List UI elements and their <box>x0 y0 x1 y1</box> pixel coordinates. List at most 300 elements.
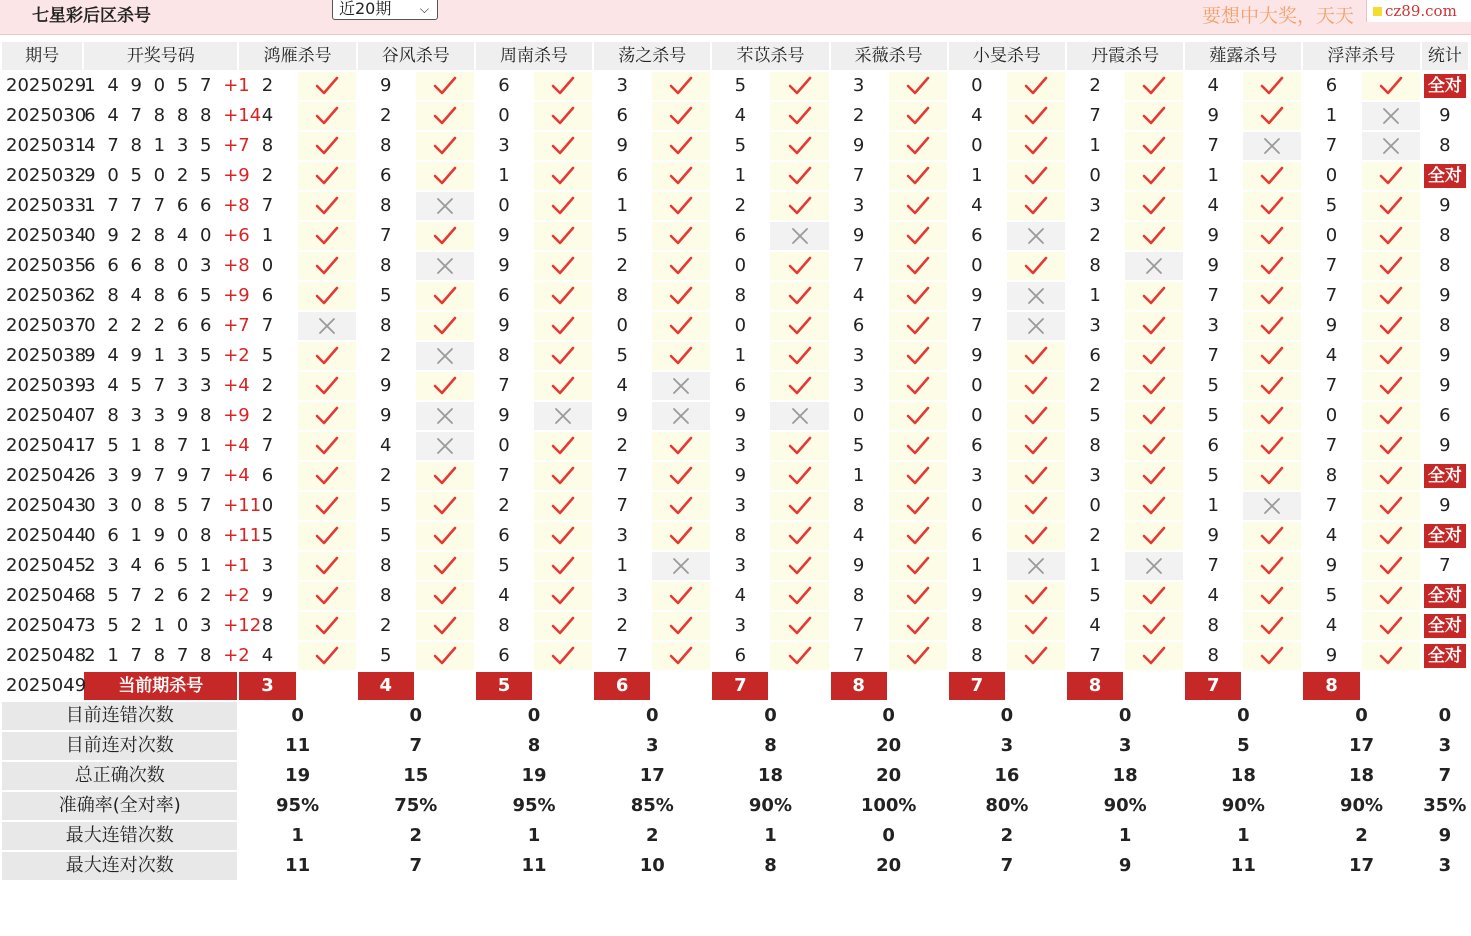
slogan-text: 要想中大奖，天天 <box>1202 5 1355 27</box>
check-icon <box>1242 461 1302 491</box>
check-icon <box>1124 341 1184 371</box>
kill-value-cell: 4 <box>948 191 1006 221</box>
stat-cell <box>1421 161 1469 191</box>
summary-value: 3 <box>1066 731 1184 761</box>
stat-cell: 8 <box>1421 311 1469 341</box>
kill-value-cell: 5 <box>357 491 415 521</box>
column-header: 小旻杀号 <box>948 41 1066 71</box>
kill-value-cell: 6 <box>711 641 769 671</box>
check-icon <box>769 611 829 641</box>
summary-value: 90% <box>711 791 829 821</box>
check-icon <box>1124 581 1184 611</box>
check-icon <box>1124 461 1184 491</box>
kill-value-cell: 1 <box>1066 281 1124 311</box>
kill-value-cell: 5 <box>1302 581 1360 611</box>
stat-cell <box>1421 521 1469 551</box>
check-icon <box>651 431 711 461</box>
issue-number-cell: 2025034 <box>1 221 83 251</box>
issue-number-cell: 2025045 <box>1 551 83 581</box>
special-number: +2 <box>223 345 250 366</box>
table-row <box>1 551 1469 581</box>
check-icon <box>888 161 948 191</box>
summary-value: 20 <box>830 761 948 791</box>
kill-value-cell: 7 <box>475 461 533 491</box>
kill-value-cell: 9 <box>711 461 769 491</box>
draw-numbers: 8 5 7 2 6 2 <box>84 585 224 606</box>
draw-numbers: 6 6 6 8 0 3 <box>84 255 224 276</box>
kill-value-cell: 6 <box>1184 431 1242 461</box>
check-icon <box>533 431 593 461</box>
draw-numbers-cell <box>83 131 250 161</box>
check-icon <box>888 491 948 521</box>
check-icon <box>888 401 948 431</box>
kill-value-cell: 2 <box>357 611 415 641</box>
summary-value: 3 <box>1421 851 1469 881</box>
check-icon <box>415 221 475 251</box>
kill-value-cell: 4 <box>1184 191 1242 221</box>
kill-value-cell: 6 <box>948 521 1006 551</box>
check-icon <box>297 221 357 251</box>
check-icon <box>297 71 357 101</box>
current-kill-number: 5 <box>475 671 533 701</box>
kill-value-cell: 4 <box>830 281 888 311</box>
summary-value: 95% <box>475 791 593 821</box>
kill-value-cell: 7 <box>593 491 651 521</box>
check-icon <box>1361 401 1421 431</box>
site-logo[interactable] <box>1366 0 1471 22</box>
kill-value-cell: 2 <box>1066 371 1124 401</box>
summary-value: 1 <box>1184 821 1302 851</box>
kill-value-cell: 9 <box>1302 641 1360 671</box>
kill-value-cell: 8 <box>1184 641 1242 671</box>
issue-number-cell: 2025036 <box>1 281 83 311</box>
column-header: 期号 <box>1 41 83 71</box>
kill-value-cell: 6 <box>593 161 651 191</box>
check-icon <box>1006 191 1066 221</box>
kill-value-cell: 8 <box>357 551 415 581</box>
stat-cell <box>1421 461 1469 491</box>
draw-numbers: 2 1 7 8 7 8 <box>84 645 224 666</box>
kill-value-cell: 9 <box>1302 311 1360 341</box>
kill-value-cell: 0 <box>948 491 1006 521</box>
draw-numbers: 0 9 2 8 4 0 <box>84 225 224 246</box>
kill-value-cell: 8 <box>711 281 769 311</box>
check-icon <box>1361 281 1421 311</box>
check-icon <box>1242 341 1302 371</box>
kill-value-cell: 7 <box>1066 641 1124 671</box>
kill-value-cell: 1 <box>948 161 1006 191</box>
summary-row <box>1 821 1469 851</box>
stat-cell <box>1421 641 1469 671</box>
kill-value-cell: 4 <box>1066 611 1124 641</box>
all-correct-badge: 全对 <box>1424 464 1466 488</box>
special-number: +4 <box>223 435 250 456</box>
kill-value-cell: 3 <box>475 131 533 161</box>
check-icon <box>1242 431 1302 461</box>
column-header: 开奖号码 <box>83 41 238 71</box>
check-icon <box>888 581 948 611</box>
summary-value: 0 <box>830 701 948 731</box>
kill-value-cell: 0 <box>593 311 651 341</box>
table-row <box>1 371 1469 401</box>
summary-value: 90% <box>1302 791 1420 821</box>
check-icon <box>1006 71 1066 101</box>
check-icon <box>415 641 475 671</box>
summary-row <box>1 731 1469 761</box>
kill-value-cell: 2 <box>238 161 296 191</box>
check-icon <box>1124 281 1184 311</box>
check-icon <box>651 491 711 521</box>
summary-label: 准确率(全对率) <box>1 791 238 821</box>
kill-value-cell: 2 <box>238 401 296 431</box>
stat-cell: 9 <box>1421 191 1469 221</box>
check-icon <box>769 641 829 671</box>
kill-value-cell: 3 <box>711 551 769 581</box>
kill-value-cell: 9 <box>238 581 296 611</box>
draw-numbers-cell <box>83 101 262 131</box>
draw-numbers: 7 5 1 8 7 1 <box>84 435 224 456</box>
summary-value: 18 <box>711 761 829 791</box>
kill-value-cell: 8 <box>1066 431 1124 461</box>
current-kill-spacer <box>769 671 829 701</box>
table-row <box>1 101 1469 131</box>
kill-value-cell: 7 <box>830 611 888 641</box>
summary-value: 7 <box>1421 761 1469 791</box>
kill-value-cell: 6 <box>1302 71 1360 101</box>
special-number: +9 <box>223 405 250 426</box>
special-number: +8 <box>223 195 250 216</box>
special-number: +2 <box>223 585 250 606</box>
kill-value-cell: 0 <box>1302 221 1360 251</box>
summary-label: 最大连错次数 <box>1 821 238 851</box>
check-icon <box>1361 611 1421 641</box>
summary-value: 2 <box>357 821 475 851</box>
page-title: 七星彩后区杀号 <box>32 6 151 26</box>
check-icon <box>415 461 475 491</box>
check-icon <box>888 221 948 251</box>
stat-cell: 9 <box>1421 491 1469 521</box>
cross-icon <box>415 251 475 281</box>
kill-number-table <box>0 40 1470 882</box>
kill-value-cell: 7 <box>1184 281 1242 311</box>
summary-value: 8 <box>711 731 829 761</box>
current-kill-label: 当前期杀号 <box>83 671 238 701</box>
check-icon <box>1006 431 1066 461</box>
kill-value-cell: 2 <box>357 101 415 131</box>
draw-numbers-cell <box>83 551 250 581</box>
summary-value: 9 <box>1066 851 1184 881</box>
top-bar <box>0 0 1471 35</box>
kill-value-cell: 1 <box>1184 161 1242 191</box>
check-icon <box>297 521 357 551</box>
check-icon <box>1006 641 1066 671</box>
check-icon <box>415 611 475 641</box>
check-icon <box>888 551 948 581</box>
draw-numbers-cell <box>83 341 250 371</box>
check-icon <box>888 71 948 101</box>
check-icon <box>1124 191 1184 221</box>
kill-value-cell: 7 <box>1302 371 1360 401</box>
check-icon <box>297 191 357 221</box>
kill-value-cell: 4 <box>1302 521 1360 551</box>
check-icon <box>769 131 829 161</box>
summary-value: 2 <box>1302 821 1420 851</box>
kill-value-cell: 3 <box>830 71 888 101</box>
current-kill-spacer <box>1361 671 1421 701</box>
check-icon <box>888 251 948 281</box>
issue-number-cell: 2025042 <box>1 461 83 491</box>
stat-cell <box>1421 611 1469 641</box>
summary-value: 85% <box>593 791 711 821</box>
kill-value-cell: 6 <box>238 461 296 491</box>
kill-value-cell: 5 <box>711 131 769 161</box>
check-icon <box>1242 251 1302 281</box>
special-number: +11 <box>223 525 262 546</box>
kill-value-cell: 6 <box>593 101 651 131</box>
table-row <box>1 401 1469 431</box>
special-number: +4 <box>223 465 250 486</box>
check-icon <box>415 521 475 551</box>
current-issue-row <box>1 671 1469 701</box>
draw-numbers-cell <box>83 431 250 461</box>
cross-icon <box>1124 551 1184 581</box>
period-select[interactable] <box>332 0 438 20</box>
check-icon <box>415 71 475 101</box>
check-icon <box>888 341 948 371</box>
draw-numbers-cell <box>83 311 250 341</box>
kill-value-cell: 2 <box>711 191 769 221</box>
summary-value: 3 <box>593 731 711 761</box>
summary-value: 2 <box>948 821 1066 851</box>
column-header: 鸿雁杀号 <box>238 41 356 71</box>
all-correct-badge: 全对 <box>1424 74 1466 98</box>
summary-value: 0 <box>948 701 1066 731</box>
kill-value-cell: 7 <box>1302 251 1360 281</box>
check-icon <box>769 461 829 491</box>
check-icon <box>533 191 593 221</box>
draw-numbers-cell <box>83 611 262 641</box>
check-icon <box>1361 521 1421 551</box>
kill-value-cell: 8 <box>948 641 1006 671</box>
kill-value-cell: 9 <box>830 131 888 161</box>
check-icon <box>769 491 829 521</box>
check-icon <box>651 311 711 341</box>
issue-number-cell: 2025032 <box>1 161 83 191</box>
stat-cell: 9 <box>1421 101 1469 131</box>
summary-value: 16 <box>948 761 1066 791</box>
summary-value: 19 <box>238 761 356 791</box>
check-icon <box>533 581 593 611</box>
kill-value-cell: 4 <box>475 581 533 611</box>
draw-numbers: 6 4 7 8 8 8 <box>84 105 224 126</box>
kill-value-cell: 4 <box>948 101 1006 131</box>
kill-value-cell: 0 <box>238 251 296 281</box>
column-header: 薤露杀号 <box>1184 41 1302 71</box>
kill-value-cell: 8 <box>948 611 1006 641</box>
current-stat-cell <box>1421 671 1469 701</box>
kill-value-cell: 0 <box>475 101 533 131</box>
summary-value: 8 <box>711 851 829 881</box>
kill-value-cell: 1 <box>1066 131 1124 161</box>
summary-value: 15 <box>357 761 475 791</box>
current-kill-spacer <box>1006 671 1066 701</box>
check-icon <box>1006 131 1066 161</box>
check-icon <box>1006 101 1066 131</box>
summary-value: 75% <box>357 791 475 821</box>
issue-number-cell: 2025037 <box>1 311 83 341</box>
special-number: +2 <box>223 645 250 666</box>
check-icon <box>297 251 357 281</box>
kill-value-cell: 1 <box>711 161 769 191</box>
check-icon <box>1361 251 1421 281</box>
current-kill-number: 3 <box>238 671 296 701</box>
kill-value-cell: 1 <box>238 221 296 251</box>
kill-value-cell: 6 <box>475 521 533 551</box>
check-icon <box>297 401 357 431</box>
check-icon <box>769 341 829 371</box>
kill-value-cell: 5 <box>593 221 651 251</box>
stat-cell: 8 <box>1421 251 1469 281</box>
draw-numbers: 7 8 3 3 9 8 <box>84 405 224 426</box>
check-icon <box>1124 431 1184 461</box>
summary-value: 100% <box>830 791 948 821</box>
column-header: 丹霞杀号 <box>1066 41 1184 71</box>
kill-value-cell: 3 <box>830 341 888 371</box>
kill-value-cell: 7 <box>1302 491 1360 521</box>
kill-value-cell: 8 <box>711 521 769 551</box>
check-icon <box>651 71 711 101</box>
summary-value: 35% <box>1421 791 1469 821</box>
kill-value-cell: 7 <box>830 161 888 191</box>
kill-value-cell: 0 <box>711 251 769 281</box>
check-icon <box>1361 461 1421 491</box>
table-row <box>1 221 1469 251</box>
table-row <box>1 461 1469 491</box>
kill-value-cell: 3 <box>593 71 651 101</box>
table-row <box>1 311 1469 341</box>
check-icon <box>651 521 711 551</box>
summary-label: 目前连错次数 <box>1 701 238 731</box>
check-icon <box>1124 71 1184 101</box>
kill-value-cell: 0 <box>475 191 533 221</box>
draw-numbers: 2 3 4 6 5 1 <box>84 555 224 576</box>
kill-value-cell: 9 <box>357 401 415 431</box>
summary-value: 7 <box>357 731 475 761</box>
kill-value-cell: 3 <box>1066 191 1124 221</box>
kill-value-cell: 2 <box>593 431 651 461</box>
kill-value-cell: 8 <box>830 581 888 611</box>
check-icon <box>1242 371 1302 401</box>
kill-value-cell: 8 <box>238 611 296 641</box>
all-correct-badge: 全对 <box>1424 164 1466 188</box>
draw-numbers-cell <box>83 161 250 191</box>
kill-value-cell: 7 <box>238 191 296 221</box>
cross-icon <box>769 401 829 431</box>
kill-value-cell: 1 <box>948 551 1006 581</box>
check-icon <box>533 131 593 161</box>
kill-value-cell: 1 <box>1184 491 1242 521</box>
check-icon <box>297 131 357 161</box>
chevron-down-icon: ⌵ <box>419 2 429 16</box>
kill-value-cell: 9 <box>475 311 533 341</box>
kill-value-cell: 3 <box>948 461 1006 491</box>
kill-value-cell: 5 <box>1302 191 1360 221</box>
check-icon <box>1124 101 1184 131</box>
kill-value-cell: 6 <box>948 221 1006 251</box>
check-icon <box>651 461 711 491</box>
column-header: 统计 <box>1421 41 1469 71</box>
kill-value-cell: 6 <box>1066 341 1124 371</box>
check-icon <box>1242 641 1302 671</box>
check-icon <box>1361 371 1421 401</box>
kill-value-cell: 9 <box>948 581 1006 611</box>
check-icon <box>533 251 593 281</box>
draw-numbers: 1 7 7 7 6 6 <box>84 195 224 216</box>
current-kill-number: 8 <box>1066 671 1124 701</box>
summary-value: 11 <box>238 851 356 881</box>
current-kill-number: 7 <box>1184 671 1242 701</box>
check-icon <box>1242 521 1302 551</box>
kill-value-cell: 6 <box>711 371 769 401</box>
kill-value-cell: 5 <box>1184 401 1242 431</box>
special-number: +4 <box>223 375 250 396</box>
kill-value-cell: 8 <box>1184 611 1242 641</box>
all-correct-badge: 全对 <box>1424 524 1466 548</box>
current-kill-spacer <box>888 671 948 701</box>
check-icon <box>297 491 357 521</box>
cross-icon <box>651 551 711 581</box>
summary-value: 0 <box>1184 701 1302 731</box>
kill-value-cell: 9 <box>1184 251 1242 281</box>
draw-numbers: 3 4 5 7 3 3 <box>84 375 224 396</box>
cross-icon <box>1242 131 1302 161</box>
summary-value: 0 <box>1421 701 1469 731</box>
summary-value: 7 <box>948 851 1066 881</box>
stat-cell: 7 <box>1421 551 1469 581</box>
table-row <box>1 71 1469 101</box>
kill-value-cell: 3 <box>593 581 651 611</box>
check-icon <box>1124 491 1184 521</box>
draw-numbers-cell <box>83 521 262 551</box>
kill-value-cell: 0 <box>830 401 888 431</box>
check-icon <box>651 101 711 131</box>
kill-value-cell: 6 <box>711 221 769 251</box>
kill-value-cell: 3 <box>830 191 888 221</box>
kill-value-cell: 5 <box>238 341 296 371</box>
kill-value-cell: 9 <box>1184 101 1242 131</box>
summary-row <box>1 701 1469 731</box>
issue-number-cell: 2025047 <box>1 611 83 641</box>
check-icon <box>1006 491 1066 521</box>
period-select-value: 近20期 <box>339 0 392 18</box>
table-row <box>1 581 1469 611</box>
draw-numbers-cell <box>83 461 250 491</box>
kill-value-cell: 0 <box>948 251 1006 281</box>
check-icon <box>1006 521 1066 551</box>
special-number: +12 <box>223 615 262 636</box>
check-icon <box>1242 311 1302 341</box>
check-icon <box>651 221 711 251</box>
issue-number-cell: 2025046 <box>1 581 83 611</box>
kill-value-cell: 9 <box>475 221 533 251</box>
draw-numbers: 0 2 2 2 6 6 <box>84 315 224 336</box>
kill-value-cell: 2 <box>1066 221 1124 251</box>
summary-value: 10 <box>593 851 711 881</box>
kill-value-cell: 3 <box>830 371 888 401</box>
column-header: 浮萍杀号 <box>1302 41 1420 71</box>
check-icon <box>888 461 948 491</box>
issue-number-cell: 2025030 <box>1 101 83 131</box>
